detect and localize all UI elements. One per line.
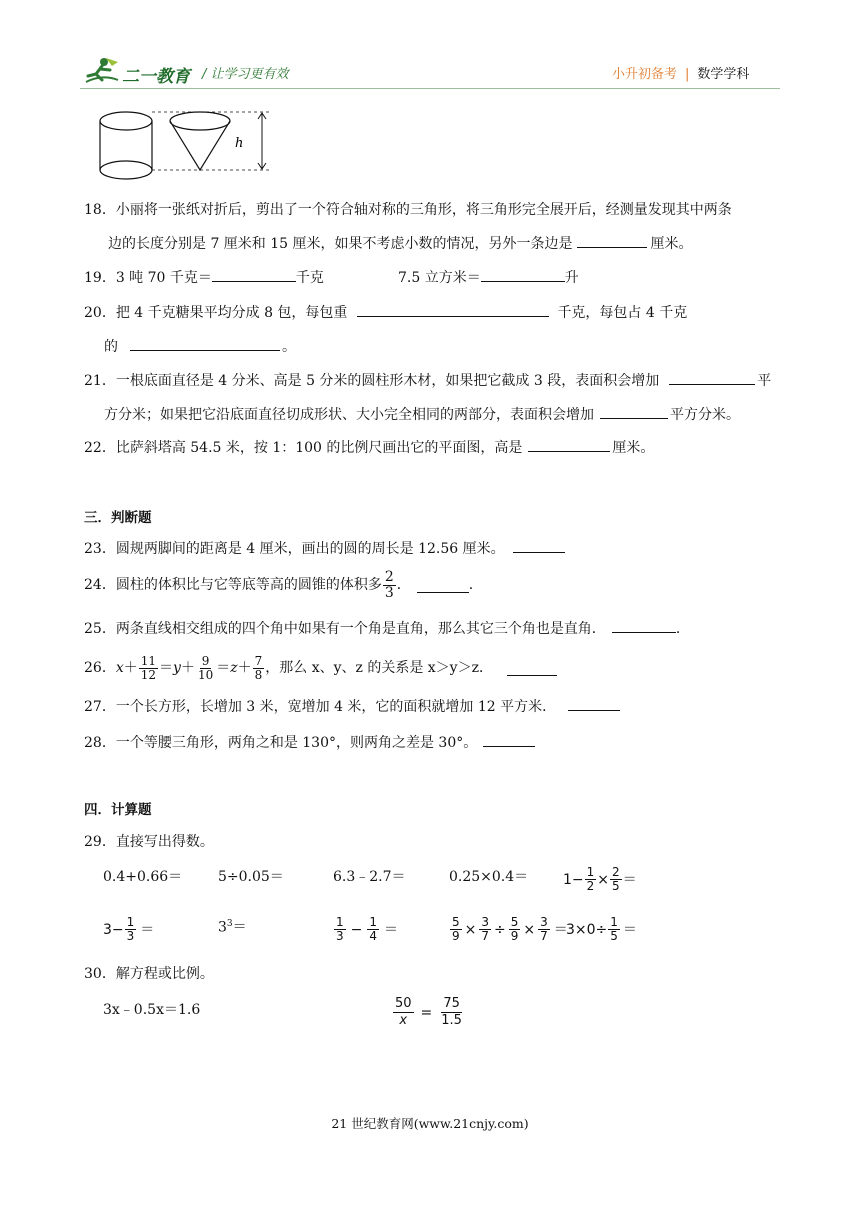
equation-1: 3x﹣0.5x＝1.6 xyxy=(103,1002,201,1018)
section-judgement-title: 三．判断题 xyxy=(84,510,152,526)
proportion-1: $\frac{50}{x}$ = $\frac{75}{1.5}$ xyxy=(395,996,462,1028)
q24-text: 24．圆柱的体积比与它等底等高的圆锥的体积多 xyxy=(84,577,382,593)
subject-label: 数学学科 xyxy=(697,67,750,82)
question-29-title: 29．直接写出得数。 xyxy=(84,834,214,850)
q24-blank[interactable] xyxy=(417,578,469,593)
q27-blank[interactable] xyxy=(568,696,620,711)
q19-text-b: 7.5 立方米＝ xyxy=(398,270,481,286)
question-20-line1 xyxy=(84,302,687,323)
question-27 xyxy=(84,696,624,717)
question-22 xyxy=(84,437,654,458)
q28-text: 28．一个等腰三角形，两角之和是 130°，则两角之差是 30°。 xyxy=(84,735,478,751)
question-18-line1: 18．小丽将一张纸对折后，剪出了一个符合轴对称的三角形，将三角形完全展开后，经测量发现其中两条 xyxy=(84,202,732,218)
calc-5: 1− $\frac{1}{2}$ × $\frac{2}{5}$ ＝ xyxy=(563,865,637,893)
question-19-part2 xyxy=(398,267,579,288)
calc-2: 5÷0.05＝ xyxy=(218,869,284,885)
q21-text-d: 平方分米。 xyxy=(670,407,740,423)
q19-text-a: 19．3 吨 70 千克＝ xyxy=(84,270,212,286)
q20-text-d: 。 xyxy=(282,339,296,355)
question-21-line1 xyxy=(84,370,771,391)
q26-plus-3: ＋ xyxy=(237,660,252,676)
q21-blank-2[interactable] xyxy=(600,404,668,419)
q20-text-b: 千克，每包占 4 千克 xyxy=(557,305,688,321)
q18-text: 边的长度分别是 7 厘米和 15 厘米，如果不考虑小数的情况，另外一条边是 xyxy=(108,236,573,252)
cylinder-cone-figure xyxy=(96,104,276,186)
q20-blank-2[interactable] xyxy=(130,336,280,351)
q26-fraction-3: $\frac{7}{8}$ xyxy=(254,653,263,682)
q21-text-a: 21．一根底面直径是 4 分米、高是 5 分米的圆柱形木材，如果把它截成 3 段，表面积会增加 xyxy=(84,373,660,389)
q26-text: ，那么 x、y、z 的关系是 x＞y＞z． xyxy=(265,660,493,676)
header-rule xyxy=(80,88,780,89)
question-24 xyxy=(84,568,473,602)
q21-text-b: 平 xyxy=(757,373,772,389)
calc-7: $3^3=$ xyxy=(218,919,247,936)
q27-text: 27．一个长方形，长增加 3 米，宽增加 4 米，它的面积就增加 12 平方米． xyxy=(84,699,557,715)
q22-unit: 厘米。 xyxy=(612,440,655,456)
q24-period: ． xyxy=(396,577,411,593)
q28-blank[interactable] xyxy=(483,732,535,747)
question-25 xyxy=(84,618,680,639)
section-calculation-title: 四．计算题 xyxy=(84,802,152,818)
q23-blank[interactable] xyxy=(513,538,565,553)
q19-unit-b: 升 xyxy=(564,270,579,286)
question-20-line2 xyxy=(104,336,296,357)
question-21-line2 xyxy=(104,404,740,425)
q22-blank[interactable] xyxy=(528,437,610,452)
header-separator: | xyxy=(685,67,690,82)
q25-text: 25．两条直线相交组成的四个角中如果有一个角是直角，那么其它三个角也是直角． xyxy=(84,621,606,637)
question-18-line2 xyxy=(108,233,693,254)
q19-blank-1[interactable] xyxy=(212,267,296,282)
q26-fraction-2: $\frac{9}{10}$ xyxy=(197,653,214,682)
q20-text-c: 的 xyxy=(104,339,118,355)
q18-blank[interactable] xyxy=(577,233,647,248)
q26-var-y: y xyxy=(173,660,181,676)
question-30-title: 30．解方程或比例。 xyxy=(84,966,214,982)
slogan: / 让学习更有效 xyxy=(202,67,289,82)
q26-number: 26． xyxy=(84,660,116,676)
runner-logo-icon xyxy=(82,56,122,86)
q26-fraction-1: $\frac{11}{12}$ xyxy=(140,653,157,682)
q24-period-2: . xyxy=(468,577,474,593)
calc-6: 3− $\frac{1}{3}$ ＝ xyxy=(103,915,155,943)
calc-4: 0.25×0.4＝ xyxy=(449,869,529,885)
header-right xyxy=(612,63,749,82)
q26-equals-1: ＝ xyxy=(159,660,174,676)
question-28 xyxy=(84,732,539,753)
q26-equals-2: ＝ xyxy=(216,660,231,676)
q23-text: 23．圆规两脚间的距离是 4 厘米，画出的圆的周长是 12.56 厘米。 xyxy=(84,541,505,557)
q19-blank-2[interactable] xyxy=(481,267,565,282)
calc-3: 6.3﹣2.7＝ xyxy=(333,869,406,885)
question-19 xyxy=(84,267,324,288)
q18-unit: 厘米。 xyxy=(650,236,693,252)
q26-var-x: x xyxy=(115,660,124,676)
q26-plus-1: ＋ xyxy=(123,660,138,676)
question-23 xyxy=(84,538,569,559)
q21-blank-1[interactable] xyxy=(669,370,755,385)
q26-blank[interactable] xyxy=(507,661,557,676)
q20-blank-1[interactable] xyxy=(357,302,549,317)
logo-text: 二一教育 xyxy=(122,67,190,87)
q20-text-a: 20．把 4 千克糖果平均分成 8 包，每包重 xyxy=(84,305,348,321)
question-26 xyxy=(84,651,561,685)
q26-plus-2: ＋ xyxy=(180,660,195,676)
q22-text: 22．比萨斜塔高 54.5 米，按 1：100 的比例尺画出它的平面图，高是 xyxy=(84,440,523,456)
q25-period: . xyxy=(675,621,681,637)
calc-8: $\frac{1}{3}$ − $\frac{1}{4}$ ＝ xyxy=(336,915,399,943)
calc-1: 0.4+0.66＝ xyxy=(103,869,183,885)
q24-fraction: $\frac{2}{3}$ xyxy=(384,568,394,601)
exam-tag: 小升初备考 xyxy=(612,67,678,82)
calc-10: 3×0÷ $\frac{1}{5}$ ＝ xyxy=(566,915,637,943)
q26-var-z: z xyxy=(230,660,238,676)
calc-9: $\frac{5}{9}$ × $\frac{3}{7}$ ÷ $\frac{5}{9}$ × $\frac{3}{7}$ ＝ xyxy=(452,915,568,943)
height-label: h xyxy=(235,136,244,151)
q25-blank[interactable] xyxy=(612,618,676,633)
q19-unit-a: 千克 xyxy=(295,270,324,286)
q21-text-c: 方分米；如果把它沿底面直径切成形状、大小完全相同的两部分，表面积会增加 xyxy=(104,407,594,423)
footer-source: 21 世纪教育网(www.21cnjy.com) xyxy=(331,1116,529,1131)
